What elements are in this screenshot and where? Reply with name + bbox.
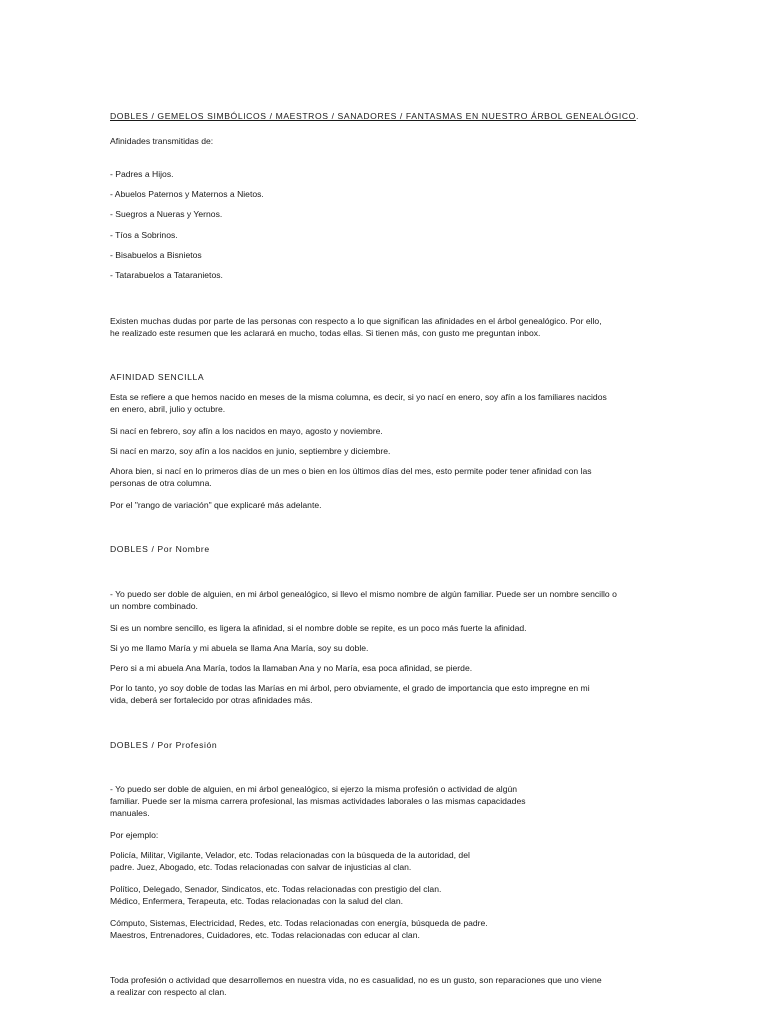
paragraph-line: a realizar con respecto al clan. (110, 987, 227, 997)
intro-paragraph-line: Existen muchas dudas por parte de las personas con respecto a lo que significan las afinidades en el árbol genealógico. Por ello, (110, 316, 602, 326)
paragraph-line: Pero si a mi abuela Ana María, todos la llamaban Ana y no María, esa poca afinidad, se pierde. (110, 663, 473, 673)
paragraph-line: Si nací en febrero, soy afín a los nacidos en mayo, agosto y noviembre. (110, 426, 383, 436)
section-heading-name: DOBLES / Por Nombre (110, 544, 210, 554)
document-title-end: . (635, 111, 639, 121)
list-item: - Padres a Hijos. (110, 169, 174, 179)
paragraph-line: personas de otra columna. (110, 478, 212, 488)
document-title-text: DOBLES / GEMELOS SIMBÓLICOS / MAESTROS / SANADORES / FANTASMAS EN NUESTRO ÁRBOL GENEALÓGICO (110, 111, 636, 121)
paragraph-line: Policía, Militar, Vigilante, Velador, etc. Todas relacionadas con la búsqueda de la autoridad, del (110, 850, 470, 860)
list-item: - Tíos a Sobrinos. (110, 230, 178, 240)
paragraph-line: en enero, abril, julio y octubre. (110, 404, 226, 414)
paragraph-line: Maestros, Entrenadores, Cuidadores, etc. Todas relacionadas con educar al clan. (110, 930, 420, 940)
intro-label: Afinidades transmitidas de: (110, 136, 214, 146)
paragraph-line: un nombre combinado. (110, 601, 198, 611)
paragraph-line: vida, deberá ser fortalecido por otras afinidades más. (110, 695, 313, 705)
document-title (110, 110, 638, 122)
paragraph-line: Por el "rango de variación" que explicaré más adelante. (110, 500, 322, 510)
paragraph-line: Por lo tanto, yo soy doble de todas las Marías en mi árbol, pero obviamente, el grado de importancia que esto impregne en mi (110, 683, 590, 693)
intro-paragraph-line: he realizado este resumen que les aclarará en mucho, todas ellas. Si tienen más, con gusto me preguntan inbox. (110, 328, 541, 338)
paragraph-line: Si yo me llamo María y mi abuela se llama Ana María, soy su doble. (110, 643, 369, 653)
paragraph-line: Cómputo, Sistemas, Electricidad, Redes, etc. Todas relacionadas con energía, búsqueda de padre. (110, 918, 488, 928)
section-heading-simple: AFINIDAD SENCILLA (110, 372, 205, 382)
list-item: - Tatarabuelos a Tataranietos. (110, 270, 223, 280)
paragraph-line: - Yo puedo ser doble de alguien, en mi árbol genealógico, si ejerzo la misma profesión o actividad de algún (110, 784, 518, 794)
paragraph-line: Esta se refiere a que hemos nacido en meses de la misma columna, es decir, si yo nací en enero, soy afín a los familiares nacidos (110, 392, 607, 402)
paragraph-line: manuales. (110, 808, 150, 818)
paragraph-line: Médico, Enfermera, Terapeuta, etc. Todas relacionadas con la salud del clan. (110, 896, 403, 906)
section-heading-profession: DOBLES / Por Profesión (110, 740, 218, 750)
paragraph-line: familiar. Puede ser la misma carrera profesional, las mismas actividades laborales o las mismas capacidades (110, 796, 526, 806)
paragraph-line: padre. Juez, Abogado, etc. Todas relacionadas con salvar de injusticias al clan. (110, 862, 412, 872)
example-label: Por ejemplo: (110, 830, 159, 840)
paragraph-line: Ahora bien, si nací en lo primeros días de un mes o bien en los últimos días del mes, esto permite poder tener afinidad con las (110, 466, 592, 476)
list-item: - Abuelos Paternos y Maternos a Nietos. (110, 189, 264, 199)
paragraph-line: Si nací en marzo, soy afín a los nacidos en junio, septiembre y diciembre. (110, 446, 391, 456)
list-item: - Suegros a Nueras y Yernos. (110, 209, 223, 219)
paragraph-line: Político, Delegado, Senador, Sindicatos, etc. Todas relacionadas con prestigio del clan. (110, 884, 442, 894)
list-item: - Bisabuelos a Bisnietos (110, 250, 202, 260)
paragraph-line: Si es un nombre sencillo, es ligera la afinidad, si el nombre doble se repite, es un poco más fuerte la afinidad. (110, 623, 527, 633)
paragraph-line: - Yo puedo ser doble de alguien, en mi árbol genealógico, si llevo el mismo nombre de algún familiar. Puede ser un nombre sencillo o (110, 589, 617, 599)
paragraph-line: Toda profesión o actividad que desarrollemos en nuestra vida, no es casualidad, no es un gusto, son reparaciones que uno viene (110, 975, 602, 985)
